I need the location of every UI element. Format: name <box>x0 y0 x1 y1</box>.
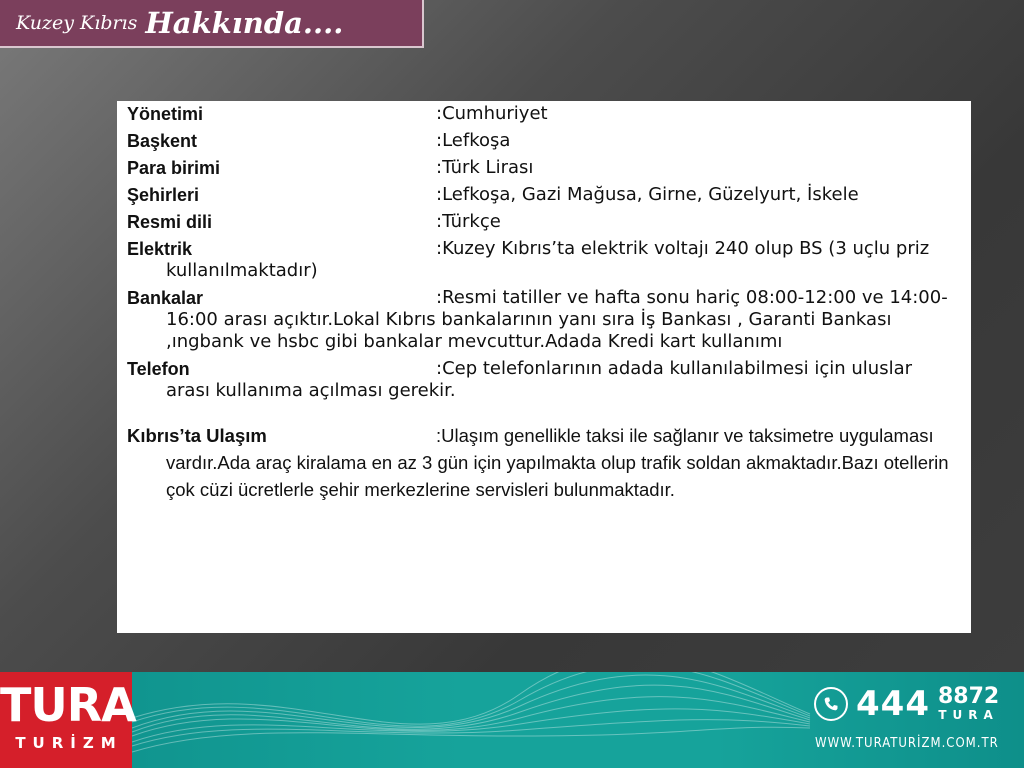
fact-label: Başkent <box>127 131 198 151</box>
slide-title <box>0 0 424 48</box>
website-url: WWW.TURATURİZM.COM.TR <box>815 736 999 751</box>
brand-footer <box>0 672 1024 768</box>
fact-label: Kıbrıs’ta Ulaşım <box>127 425 267 446</box>
phone-suffix-stack <box>938 686 999 722</box>
fact-value: :Ulaşım genellikle taksi ile sağlanır ve taksimetre uygulaması vardır.Ada araç kiralama en az 3 gün için yapılmakta olup trafik soldan akmaktadır.Bazı otellerin çok cüzi ücretlerle şehir merkezlerine servisleri bulunmaktadır. <box>166 425 949 500</box>
fact-label: Resmi dili <box>127 212 213 232</box>
fact-row-telefon <box>127 358 961 402</box>
fact-value: :Türk Lirası <box>436 157 534 178</box>
fact-value: :Cumhuriyet <box>436 103 548 124</box>
fact-value: :Resmi tatiller ve hafta sonu hariç 08:00-12:00 ve 14:00-16:00 arası açıktır.Lokal Kıbrıs bankalarının yanı sıra İş Bankası , Garanti Bankası ,ıngbank ve hsbc gibi bankalar mevcuttur.Adada Kredi kart kullanımı <box>166 287 948 352</box>
fact-row-elektrik <box>127 238 961 282</box>
phone-suffix: 8872 <box>937 684 1000 709</box>
info-panel <box>117 101 971 633</box>
fact-label: Bankalar <box>127 288 204 308</box>
fact-label: Telefon <box>127 359 190 379</box>
fact-label: Para birimi <box>127 158 221 178</box>
fact-value: :Cep telefonlarının adada kullanılabilmesi için uluslar arası kullanıma açılması gerekir. <box>166 358 912 401</box>
fact-value: :Türkçe <box>436 211 501 232</box>
fact-row-sehirleri <box>127 184 961 206</box>
fact-row-bankalar <box>127 287 961 353</box>
logo-subtitle: TURİZM <box>15 734 123 752</box>
phone-brand: TURA <box>938 708 999 722</box>
phone-prefix: 444 <box>856 684 930 724</box>
fact-row-yonetim <box>127 103 961 125</box>
fact-value: :Lefkoşa, Gazi Mağusa, Girne, Güzelyurt, İskele <box>436 184 859 205</box>
tura-logo <box>0 672 136 768</box>
phone-number <box>814 684 999 724</box>
title-prefix: Kuzey Kıbrıs <box>16 12 138 34</box>
fact-label: Yönetimi <box>127 104 204 124</box>
fact-row-para-birimi <box>127 157 961 179</box>
title-main: Hakkında.... <box>145 6 344 40</box>
fact-value: :Lefkoşa <box>436 130 511 151</box>
fact-row-ulasim <box>127 422 961 503</box>
fact-label: Şehirleri <box>127 185 200 205</box>
phone-icon <box>814 687 848 721</box>
fact-row-resmi-dili <box>127 211 961 233</box>
fact-row-baskent <box>127 130 961 152</box>
fact-label: Elektrik <box>127 239 193 259</box>
fact-value: :Kuzey Kıbrıs’ta elektrik voltajı 240 olup BS (3 uçlu priz kullanılmaktadır) <box>166 238 930 281</box>
logo-wordmark: TURA <box>0 678 136 732</box>
